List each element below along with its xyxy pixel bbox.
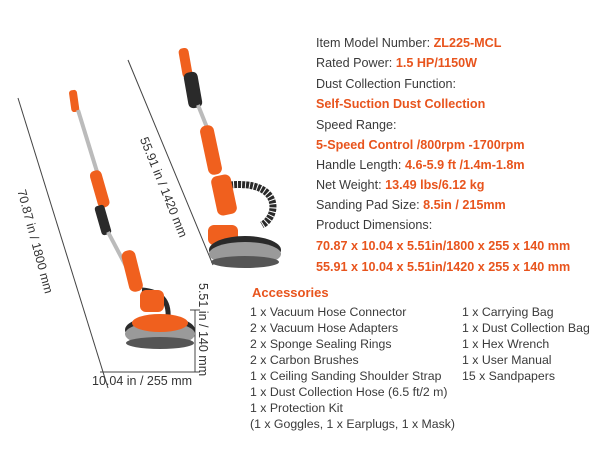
short-length-dimension-line — [128, 60, 213, 265]
spec-dimensions-label: Product Dimensions: — [316, 218, 433, 232]
spec-speed-label: Speed Range: — [316, 118, 397, 132]
accessories-list-left — [250, 304, 455, 432]
height-dimension-label: 5.51 in / 140 mm — [196, 283, 210, 377]
length-dimension-label: 70.87 in / 1800 mm — [14, 188, 56, 295]
short-length-dimension-label: 55.91 in / 1420 mm — [137, 135, 191, 240]
accessory-item: 1 x Carrying Bag — [462, 305, 554, 319]
spec-power: Rated Power: 1.5 HP/1150W — [316, 56, 478, 70]
accessory-item: 15 x Sandpapers — [462, 369, 555, 383]
accessory-item: 1 x User Manual — [462, 353, 552, 367]
accessories-list-right — [462, 304, 590, 384]
drywall-sander-folded — [178, 47, 281, 268]
accessory-item: (1 x Goggles, 1 x Earplugs, 1 x Mask) — [250, 417, 456, 431]
accessory-item: 2 x Vacuum Hose Adapters — [250, 321, 399, 335]
width-dimension-label: 10.04 in / 255 mm — [92, 374, 193, 388]
spec-pad-size: Sanding Pad Size: 8.5in / 215mm — [316, 198, 506, 212]
accessory-item: 1 x Protection Kit — [250, 401, 343, 415]
accessory-item: 1 x Hex Wrench — [462, 337, 550, 351]
spec-model: Item Model Number: ZL225-MCL — [316, 36, 502, 50]
accessory-item: 1 x Dust Collection Bag — [462, 321, 590, 335]
accessories-title: Accessories — [252, 285, 329, 300]
spec-net-weight: Net Weight: 13.49 lbs/6.12 kg — [316, 178, 485, 192]
accessory-item: 2 x Carbon Brushes — [250, 353, 359, 367]
accessory-item: 1 x Ceiling Sanding Shoulder Strap — [250, 369, 442, 383]
spec-dust-label: Dust Collection Function: — [316, 77, 456, 91]
spec-dust-value: Self-Suction Dust Collection — [316, 97, 486, 111]
accessory-item: 2 x Sponge Sealing Rings — [250, 337, 392, 351]
spec-dimensions-2: 55.91 x 10.04 x 5.51in/1420 x 255 x 140 mm — [316, 260, 571, 274]
spec-dimensions-1: 70.87 x 10.04 x 5.51in/1800 x 255 x 140 mm — [316, 239, 571, 253]
accessory-item: 1 x Dust Collection Hose (6.5 ft/2 m) — [250, 385, 448, 399]
spec-speed-value: 5-Speed Control /800rpm -1700rpm — [316, 138, 525, 152]
spec-handle-length: Handle Length: 4.6-5.9 ft /1.4m-1.8m — [316, 158, 525, 172]
accessory-item: 1 x Vacuum Hose Connector — [250, 305, 407, 319]
